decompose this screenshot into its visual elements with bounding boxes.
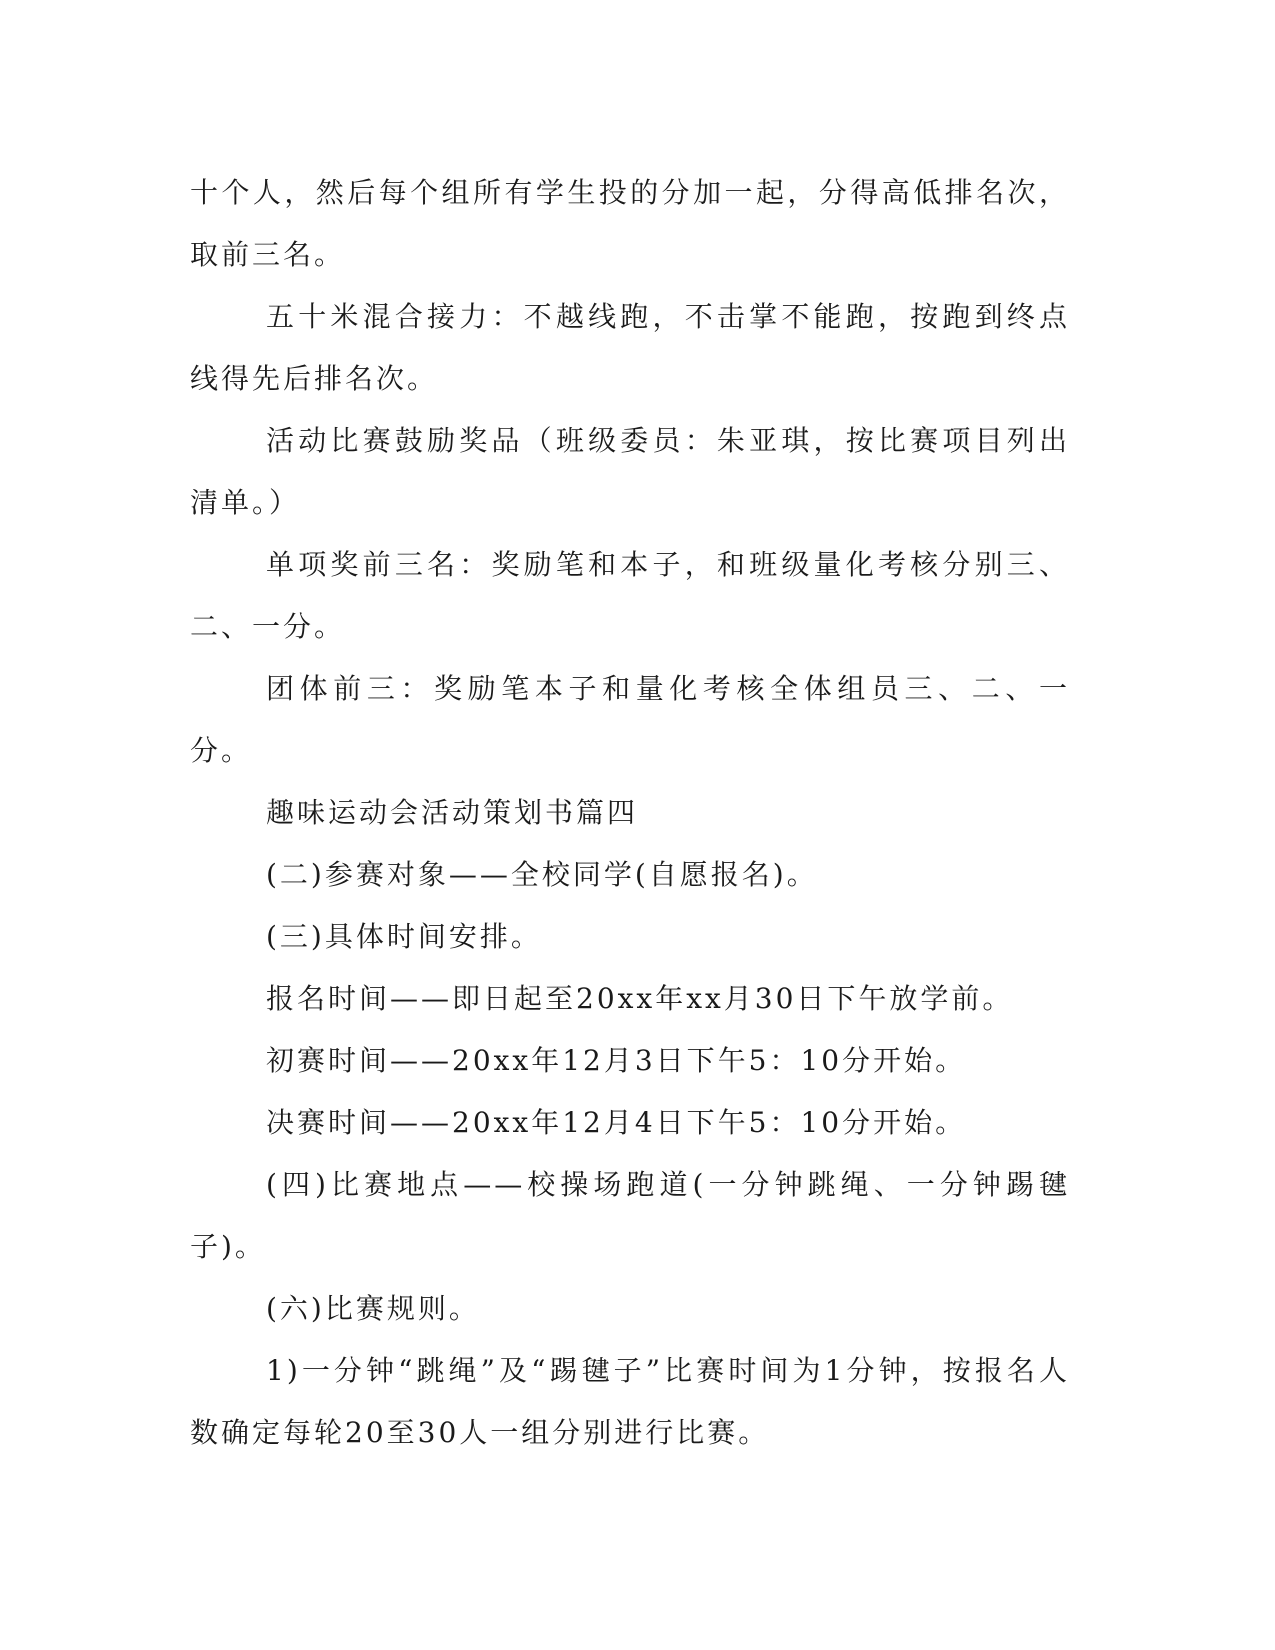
paragraph-group-scoring: 十个人，然后每个组所有学生投的分加一起，分得高低排名次，取前三名。 xyxy=(190,176,1070,271)
paragraph-venue: (四)比赛地点——校操场跑道(一分钟跳绳、一分钟踢毽子)。 xyxy=(190,1168,1070,1263)
paragraph-rule-1: 1)一分钟“跳绳”及“踢毽子”比赛时间为1分钟，按报名人数确定每轮20至30人一组分别进行比赛。 xyxy=(190,1354,1070,1449)
paragraph-final-time: 决赛时间——20xx年12月4日下午5：10分开始。 xyxy=(266,1106,967,1139)
paragraph-registration-time: 报名时间——即日起至20xx年xx月30日下午放学前。 xyxy=(266,982,1014,1015)
paragraph-team-award: 团体前三：奖励笔本子和量化考核全体组员三、二、一分。 xyxy=(190,672,1070,767)
paragraph-schedule-heading: (三)具体时间安排。 xyxy=(266,920,542,953)
paragraph-rules-heading: (六)比赛规则。 xyxy=(266,1292,480,1325)
section-heading: 趣味运动会活动策划书篇四 xyxy=(266,796,639,829)
paragraph-individual-award: 单项奖前三名：奖励笔和本子，和班级量化考核分别三、二、一分。 xyxy=(190,548,1070,643)
paragraph-prizes: 活动比赛鼓励奖品（班级委员：朱亚琪，按比赛项目列出清单。） xyxy=(190,424,1070,519)
document-body xyxy=(190,162,1070,1464)
paragraph-relay-rule: 五十米混合接力：不越线跑，不击掌不能跑，按跑到终点线得先后排名次。 xyxy=(190,300,1070,395)
paragraph-preliminary-time: 初赛时间——20xx年12月3日下午5：10分开始。 xyxy=(266,1044,967,1077)
paragraph-participants: (二)参赛对象——全校同学(自愿报名)。 xyxy=(266,858,818,891)
